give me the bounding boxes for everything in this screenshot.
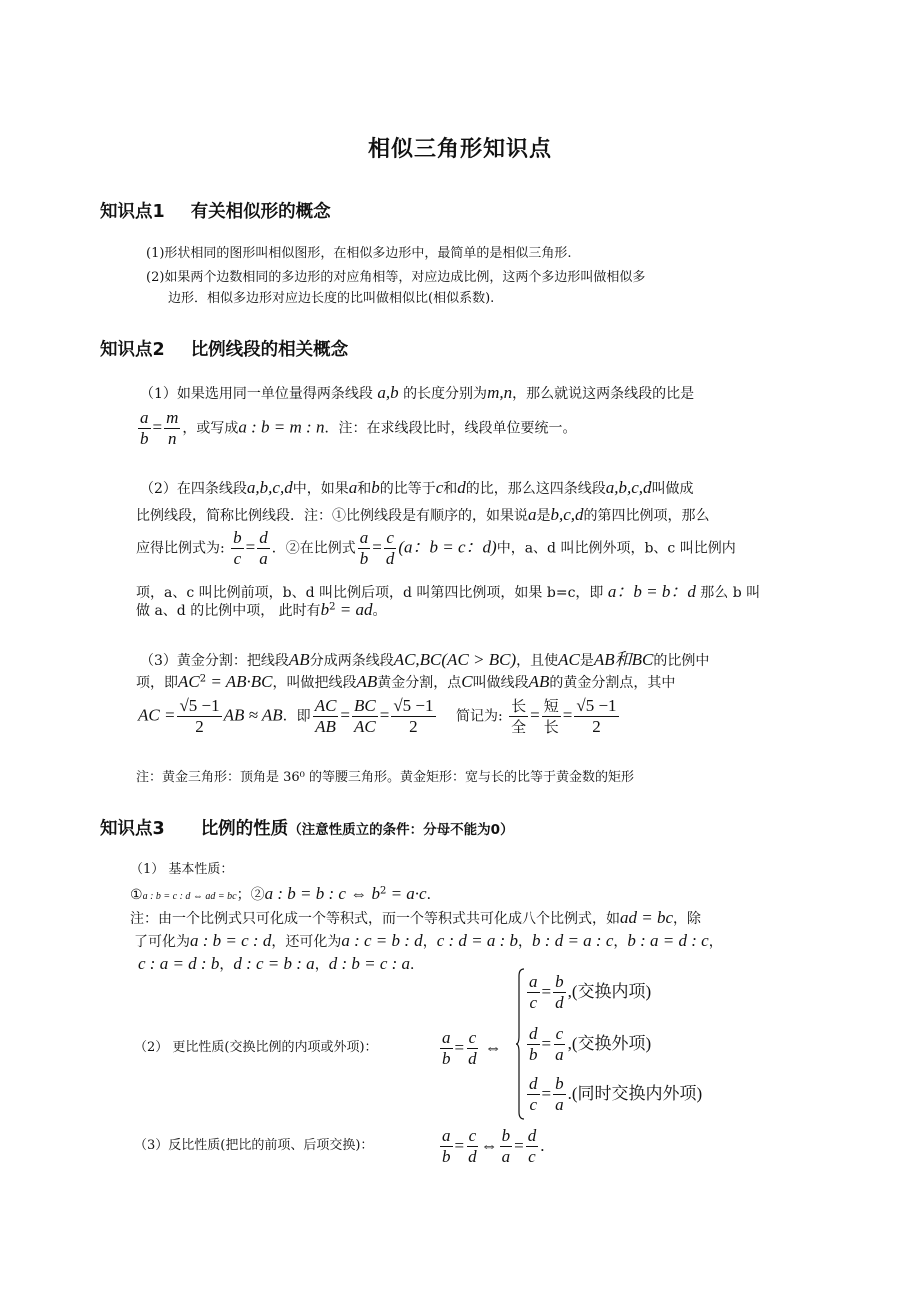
section-title: 比例的性质 [200,819,289,839]
den: a [555,1095,564,1114]
den: b [359,549,369,568]
text: ，除 [673,911,702,927]
text: 项，即 [136,675,178,691]
math: b : a = d : c [627,931,709,950]
num: d [529,1074,538,1093]
math: = ad [335,600,373,619]
num: d [259,528,268,547]
math: AB [528,672,550,691]
den: a [555,1045,564,1064]
equals: = [379,705,390,725]
math: d : b = c : a [328,954,411,973]
text: 叫做成 [651,481,694,497]
text: 是 [536,508,551,524]
den: c [528,1147,536,1166]
den: d [468,1147,477,1166]
math: AB [288,650,310,669]
text: 的比等于 [379,481,436,497]
s2-p1-line1 [140,383,694,403]
case-note: ,(交换外项) [567,1034,652,1053]
den: AB [315,717,336,736]
section-2-heading [100,336,348,361]
math: = AB·BC [206,672,273,691]
math: a,b,c,d [246,478,293,497]
num: d [527,1126,537,1145]
fraction [527,972,540,1013]
equals: = [372,537,382,557]
fraction [352,696,378,737]
den: d [385,549,395,568]
s3-p3-label: （3）反比性质(把比的前项、后项交换)： [134,1138,374,1153]
fraction [527,1074,540,1115]
text: 做 a、d 的比例中项， 此时有 [136,603,321,619]
text: 注：由一个比例式只可化成一个等积式，而一个等积式共可化成八个比例式，如 [130,911,620,927]
fraction [553,1024,566,1065]
s1-item-2-cont: 边形．相似多边形对应边长度的比叫做相似比(相似系数). [168,291,495,306]
fraction [466,1126,479,1167]
den: 2 [592,717,601,736]
fraction [553,972,566,1013]
text: ．②在比例式 [271,540,356,557]
s3-p3-equation [438,1126,544,1167]
math: a [348,478,358,497]
section-title: 比例线段的相关概念 [190,340,349,360]
left-brace-icon [515,968,525,1120]
math: b : d = a : c [532,931,614,950]
s2-p1-line2 [136,408,576,449]
num: √5 −1 [393,696,434,715]
s3-p1-note-line3 [138,954,424,974]
num: c [468,1028,477,1047]
text: 。 [372,603,387,619]
math: a [528,505,537,524]
text: ， [219,957,234,973]
s2-p3-line1 [140,645,709,670]
fraction [257,528,270,569]
section-number: 知识点1 [100,202,165,222]
case-note: .(同时交换内外项) [567,1084,703,1103]
fraction [358,528,371,569]
equals: = [541,1034,552,1053]
num: AC [314,696,337,715]
den: c [233,549,242,568]
den: d [555,993,564,1012]
fraction [553,1074,566,1115]
math: AC [178,672,200,691]
num: √5 −1 [179,696,220,715]
fraction [440,1028,453,1069]
num: b [501,1126,511,1145]
text: ． [426,887,441,903]
math: m,n [487,383,513,402]
s1-item-1: (1)形状相同的图形叫相似图形，在相似多边形中，最简单的是相似三角形. [146,246,572,261]
text: （3）黄金分割：把线段 [140,653,289,669]
den: n [167,429,177,448]
fraction [231,528,244,569]
num: c [555,1024,564,1043]
text: . [540,1136,545,1155]
s3-p2-case-2 [525,1024,651,1065]
num: d [529,1024,538,1043]
text: ， [314,957,329,973]
num: c [468,1126,477,1145]
text: 分成两条线段 [309,653,394,669]
math: AC = [138,705,176,725]
s2-p2-line3 [136,528,736,569]
text: ，或写成 [182,420,239,437]
text: 和 [443,481,458,497]
text: 应得比例式为: [136,540,225,557]
equals: = [454,1136,465,1155]
text: 的比例中 [653,653,710,669]
den: 2 [409,717,418,736]
num: c [386,528,394,547]
fraction [509,696,528,737]
superscript: 2 [199,673,207,685]
den: b [529,1045,538,1064]
num: 短 [543,697,559,715]
section-1-heading [100,198,331,223]
math: = a·c [386,884,427,903]
math: a：b = b：d [607,582,696,601]
s3-p2-label: （2） 更比性质(交换比例的内项或外项)： [134,1040,378,1055]
den: 全 [511,718,527,736]
superscript: 2 [379,885,387,897]
fraction [164,408,180,449]
text: ，且使 [516,653,559,669]
math: d [457,478,466,497]
den: 2 [195,717,204,736]
num: a [442,1126,451,1145]
equals: = [340,705,351,725]
equals: = [152,417,163,437]
fraction [526,1126,539,1167]
text: ，叫做把线段 [272,675,357,691]
text: ，那么就说这两条线段的比是 [512,386,695,402]
text: 是 [579,653,594,669]
den: b [140,429,149,448]
den: AC [354,717,376,736]
num: a [529,972,538,991]
s2-p2-line2 [136,505,710,525]
text: 的比，那么这四条线段 [465,481,606,497]
text: ； [236,887,251,903]
fraction [542,696,561,737]
math: AB ≈ AB [223,705,283,725]
fraction [313,696,339,737]
math: a : b = c : d [190,931,272,950]
fraction [177,696,221,737]
text: （1）如果选用同一单位量得两条线段 [140,386,373,402]
text: ， [422,934,437,950]
math: a : b = c : d ⇔ ad = bc [142,891,237,902]
math: AC,BC(AC > BC) [393,650,517,669]
text: （2）在四条线段 [140,481,247,497]
den: d [468,1049,477,1068]
page-title: 相似三角形知识点 [367,137,552,162]
equals: = [245,537,256,557]
s3-p2-case-3 [525,1074,702,1115]
math: c : d = a : b [436,931,519,950]
den: c [529,993,538,1012]
math: a,b,c,d [605,478,652,497]
s2-note: 注：黄金三角形：顶角是 36⁰ 的等腰三角形。黄金矩形：宽与长的比等于黄金数的矩形 [136,770,635,785]
equals: = [454,1038,465,1057]
den: b [442,1147,451,1166]
fraction [138,408,151,449]
text: 了可化为 [134,934,190,950]
s2-p2-line5 [136,600,387,620]
case-note: ,(交换内项) [567,982,652,1001]
equals: = [514,1136,524,1155]
math: b [371,478,380,497]
text: ．即 [282,708,311,725]
math: AC [558,650,580,669]
num: 长 [511,697,527,715]
den: a [259,549,268,568]
text: 黄金分割，点 [377,675,462,691]
s3-p1-note-line2 [134,931,723,951]
math: c [435,478,444,497]
equals: = [541,1084,552,1103]
math: a : c = b : d [341,931,423,950]
s1-item-2: (2)如果两个边数相同的多边形的对应角相等，对应边成比例，这两个多边形叫做相似多 [146,270,646,285]
section-number: 知识点2 [100,340,165,360]
equals: = [530,705,540,725]
fraction [500,1126,513,1167]
section-number: 知识点3 [100,819,165,839]
text: ． [410,957,425,973]
section-3-heading [100,815,514,840]
math: ad = bc [620,908,674,927]
num: a [140,408,149,427]
circled-1: ① [130,887,143,903]
math: AB [356,672,378,691]
text: ，还可化为 [271,934,342,950]
iff-symbol: ⇔ [484,1038,502,1057]
text: ．注：在求线段比时，线段单位要统一。 [324,420,577,437]
fraction [574,696,618,737]
math: C [461,672,473,691]
s3-p2-main-equation [438,1028,502,1069]
s3-p1-formulas [130,884,441,904]
iff-symbol: ⇔ [480,1136,498,1155]
num: b [555,1074,564,1093]
text: 叫做线段 [472,675,529,691]
text: 项，a、c 叫比例前项，b、d 叫比例后项，d 叫第四比例项，如果 b=c，即 [136,585,604,601]
fraction [466,1028,479,1069]
math: b,c,d [550,505,584,524]
section-note: （注意性质立的条件：分母不能为0） [288,822,514,838]
math: a : b = b : c ⇔ b [264,884,380,903]
math: a : b = m : n [238,417,325,437]
text: 中，a、d 叫比例外项，b、c 叫比例内 [496,540,736,557]
den: a [501,1147,511,1166]
math: a,b [377,383,399,402]
s3-p2-case-1 [525,972,651,1013]
fraction [527,1024,540,1065]
den: c [529,1095,538,1114]
s2-p2-line4 [136,577,760,602]
s3-p1-note-line1 [130,908,701,928]
text: ， [518,934,533,950]
num: √5 −1 [576,696,617,715]
s2-p3-line3 [138,696,621,737]
s2-p3-line2 [136,672,675,692]
fraction [384,528,397,569]
text: 中，如果 [292,481,349,497]
math: d : c = b : a [233,954,315,973]
text: ， [708,934,723,950]
num: a [442,1028,451,1047]
num: BC [354,696,376,715]
fraction [391,696,435,737]
superscript: 2 [329,601,336,613]
s3-p1-label: （1） 基本性质： [130,862,234,877]
num: b [233,528,242,547]
fraction [440,1126,453,1167]
equals: = [541,982,552,1001]
num: a [359,528,369,547]
num: m [166,408,179,427]
s2-p2-line1 [140,478,694,498]
math: (a：b = c：d) [398,537,497,557]
text: 那么 b 叫 [700,585,761,601]
section-title: 有关相似形的概念 [190,202,331,222]
text: ， [613,934,628,950]
equals: = [562,705,573,725]
den: 长 [543,718,559,736]
text: 的长度分别为 [403,386,488,402]
circled-2: ② [250,887,265,903]
num: b [555,972,564,991]
text: 简记为: [455,708,503,725]
text: 比例线段，简称比例线段．注：①比例线段是有顺序的，如果说 [136,508,528,524]
math: c : a = d : b [138,954,220,973]
text: 的黄金分割点，其中 [549,675,676,691]
text: 和 [357,481,372,497]
math: AB和BC [593,650,654,669]
den: b [442,1049,451,1068]
text: 的第四比例项，那么 [583,508,710,524]
math: b [320,600,330,619]
